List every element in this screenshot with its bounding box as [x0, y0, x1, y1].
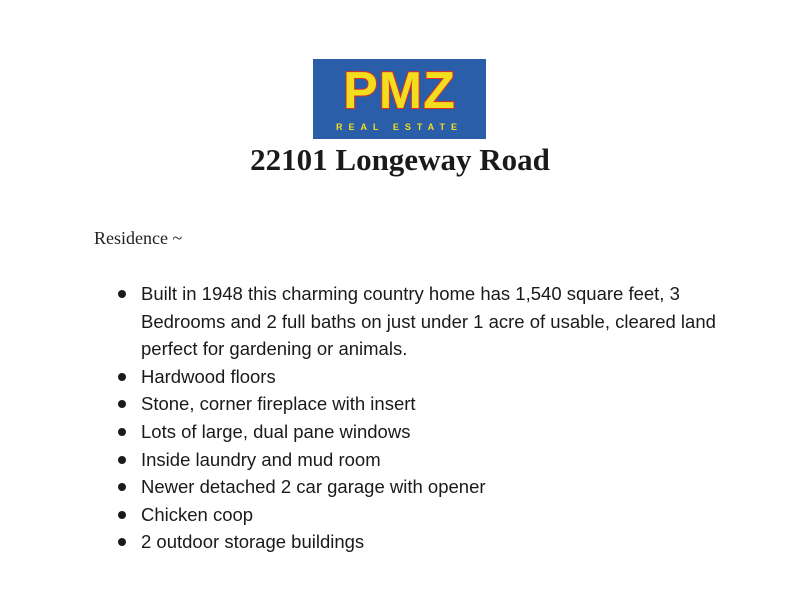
feature-item: [117, 501, 717, 529]
logo-brand-text: PMZ: [343, 62, 456, 120]
feature-text: Stone, corner fireplace with insert: [141, 393, 416, 415]
bullet-icon: [118, 290, 126, 298]
feature-item: [117, 446, 717, 474]
feature-text: 2 outdoor storage buildings: [141, 531, 365, 553]
feature-text: Newer detached 2 car garage with opener: [141, 476, 486, 498]
feature-item: [117, 528, 717, 556]
residence-section-label: Residence ~: [94, 228, 183, 248]
feature-item: [117, 473, 717, 501]
feature-item: [117, 418, 717, 446]
logo-tagline: REAL ESTATE: [335, 122, 463, 132]
feature-text: Lots of large, dual pane windows: [141, 420, 411, 442]
feature-item: [117, 280, 717, 363]
bullet-icon: [118, 373, 126, 381]
feature-text: Built in 1948 this charming country home has 1,540 square feet, 3 Bedrooms and 2 full baths on just under 1 acre of usable, cleared land perfect for gardening or animals.: [141, 283, 716, 360]
bullet-icon: [118, 511, 126, 519]
property-address-title: 22101 Longeway Road: [250, 142, 550, 177]
bullet-icon: [118, 483, 126, 491]
bullet-icon: [118, 456, 126, 464]
pmz-real-estate-logo: [313, 59, 486, 139]
feature-list: [117, 280, 717, 556]
feature-text: Hardwood floors: [141, 365, 276, 387]
bullet-icon: [118, 400, 126, 408]
feature-text: Inside laundry and mud room: [141, 448, 381, 470]
bullet-icon: [118, 538, 126, 546]
feature-item: [117, 390, 717, 418]
feature-text: Chicken coop: [141, 503, 254, 525]
feature-item: [117, 363, 717, 391]
bullet-icon: [118, 428, 126, 436]
